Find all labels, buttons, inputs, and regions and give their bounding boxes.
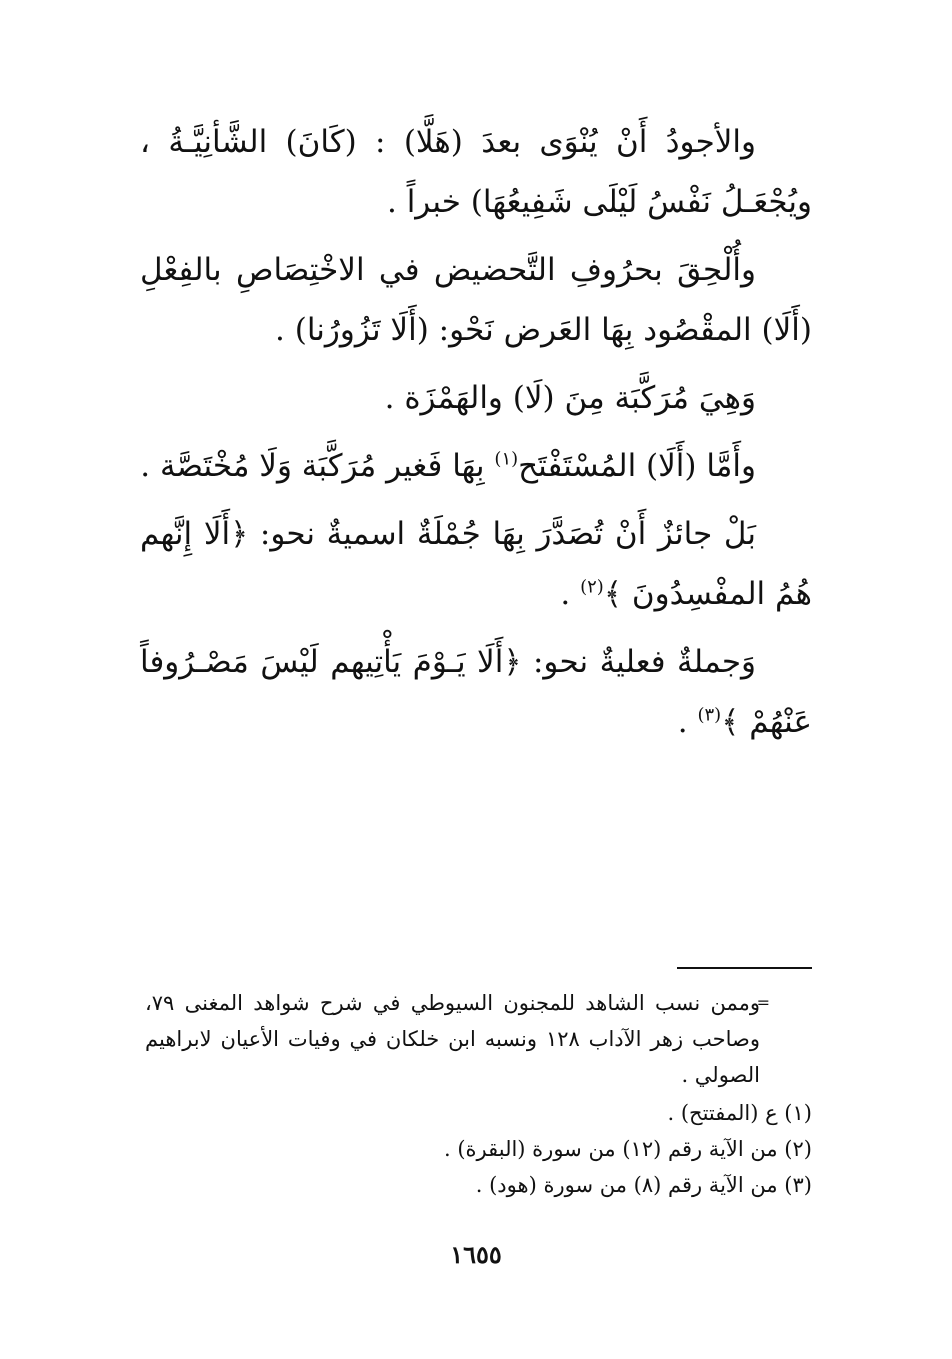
paragraph-3: وَهِيَ مُرَكَّبَة مِنَ (لَا) والهَمْزَة . (384, 380, 756, 416)
continuation-mark: = (756, 993, 770, 1012)
footnote-3: (٣) من الآية رقم (٨) من سورة (هود) . (475, 1173, 812, 1197)
paragraph-4 (140, 436, 812, 496)
footnote-continuation (145, 985, 812, 1093)
footnotes (145, 985, 812, 1203)
footnote-ref-1[interactable]: (١) (494, 448, 519, 470)
main-text (140, 112, 812, 760)
paragraph-4-text-a: وأَمَّا (أَلَا) المُسْتَفْتَح (518, 448, 756, 484)
paragraph-6-text-b: . (677, 704, 698, 740)
footnote-ref-3[interactable]: (٣) (697, 704, 722, 726)
paragraph-2: وأُلْحِقَ بحرُوفِ التَّحضيض في الاخْتِصَاصِ بالفِعْلِ (أَلَا) المقْصُود بِهَا العَرض نَحْو: (أَلَا تَزُورُنا) . (140, 252, 812, 348)
paragraph-1: والأجودُ أَنْ يُنْوَى بعدَ (هَلَّا) : (كَانَ) الشَّأنِيَّـةُ ، ويُجْعَـلُ نَفْسُ لَيْلَى شَفِيعُهَا) خبراً . (140, 124, 812, 220)
footnote-divider (677, 967, 812, 969)
footnote-2: (٢) من الآية رقم (١٢) من سورة (البقرة) . (443, 1137, 812, 1161)
paragraph-6 (140, 632, 812, 752)
paragraph-5 (140, 504, 812, 624)
paragraph-4-text-b: بِهَا فَغير مُرَكَّبَة وَلَا مُخْتَصَّة . (140, 448, 495, 484)
paragraph-6-text-a: وَجملةٌ فعليةٌ نحو: ﴿أَلَا يَـوْمَ يَأْتِيهم لَيْسَ مَصْـرُوفاً عَنْهُمْ ﴾ (140, 644, 812, 740)
footnote-1: (١) ع (المفتتح) . (667, 1101, 812, 1125)
page-number: ١٦٥٥ (450, 1240, 502, 1269)
footnote-continuation-text: وممن نسب الشاهد للمجنون السيوطي في شرح شواهد المغنى ٧٩، وصاحب زهر الآداب ١٢٨ ونسبه ابن خلكان في وفيات الأعيان لابراهيم الصولي . (145, 991, 760, 1087)
paragraph-5-text-a: بَلْ جائزٌ أَنْ تُصَدَّرَ بِهَا جُمْلَةٌ اسميةٌ نحو: ﴿أَلَا إِنَّهم هُمُ المفْسِدُونَ ﴾ (140, 516, 812, 612)
footnote-ref-2[interactable]: (٢) (580, 576, 604, 598)
paragraph-5-text-b: . (560, 576, 581, 612)
